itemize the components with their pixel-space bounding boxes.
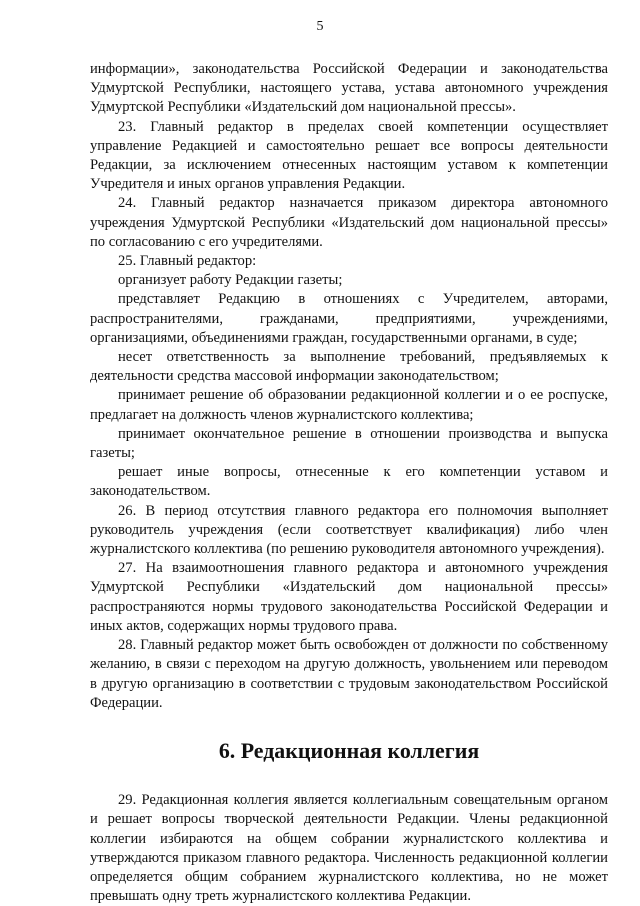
section-title: 6. Редакционная коллегия — [218, 737, 480, 763]
paragraph-28: 28. Главный редактор может быть освобожден от должности по собственному желанию, в связи с переходом на другую должность, увольнением или переводом в другую организацию в соответствии с трудовым законодательством Российской Федерации. — [90, 637, 608, 711]
page-number: 5 — [316, 19, 324, 34]
list-item: принимает решение об образовании редакционной коллегии и о ее роспуске, предлагает на должность членов журналистского коллектива; — [90, 387, 608, 423]
paragraph-26: 26. В период отсутствия главного редактора его полномочия выполняет руководитель учреждения (если соответствует квалификация) либо член журналистского коллектива (по решению руководителя автономного учреждения). — [90, 502, 608, 558]
list-item: несет ответственность за выполнение требований, предъявляемых к деятельности средства массовой информации законодательством; — [90, 349, 608, 385]
paragraph-23: 23. Главный редактор в пределах своей компетенции осуществляет управление Редакцией и самостоятельно решает все вопросы деятельности Редакции, за исключением отнесенных настоящим уставом к компетенции Учредителя и иных органов управления Редакции. — [90, 118, 608, 193]
list-item: решает иные вопросы, отнесенные к его компетенции уставом и законодательством. — [90, 464, 608, 500]
list-item: представляет Редакцию в отношениях с Учредителем, авторами, распространителями, гражданами, предприятиями, учреждениями, организациями, объединениями граждан, государственными органами, в суде; — [90, 291, 608, 346]
paragraph-25: 25. Главный редактор: — [118, 253, 257, 270]
paragraph-24: 24. Главный редактор назначается приказом директора автономного учреждения Удмуртской Республики «Издательский дом национальной прессы» по согласованию с его учредителями. — [90, 195, 608, 250]
paragraph-continuation: информации», законодательства Российской Федерации и законодательства Удмуртской Республики, настоящего устава, устава автономного учреждения Удмуртской Республики «Издательский дом национальной прессы». — [90, 61, 608, 116]
paragraph-29: 29. Редакционная коллегия является коллегиальным совещательным органом и решает вопросы творческой деятельности Редакции. Члены редакционной коллегии избираются на общем собрании журналистского коллектива и утверждаются приказом главного редактора. Численность редакционной коллегии определяется общим собранием журналистского коллектива, но не может превышать одну треть журналистского коллектива Редакции. — [90, 792, 608, 905]
paragraph-27: 27. На взаимоотношения главного редактора и автономного учреждения Удмуртской Республики «Издательский дом национальной прессы» распространяются нормы трудового законодательства Российской Федерации и иных актов, содержащих нормы трудового права. — [90, 560, 608, 634]
list-item: организует работу Редакции газеты; — [118, 272, 343, 289]
document-body — [90, 60, 608, 906]
list-item: принимает окончательное решение в отношении производства и выпуска газеты; — [90, 425, 608, 462]
